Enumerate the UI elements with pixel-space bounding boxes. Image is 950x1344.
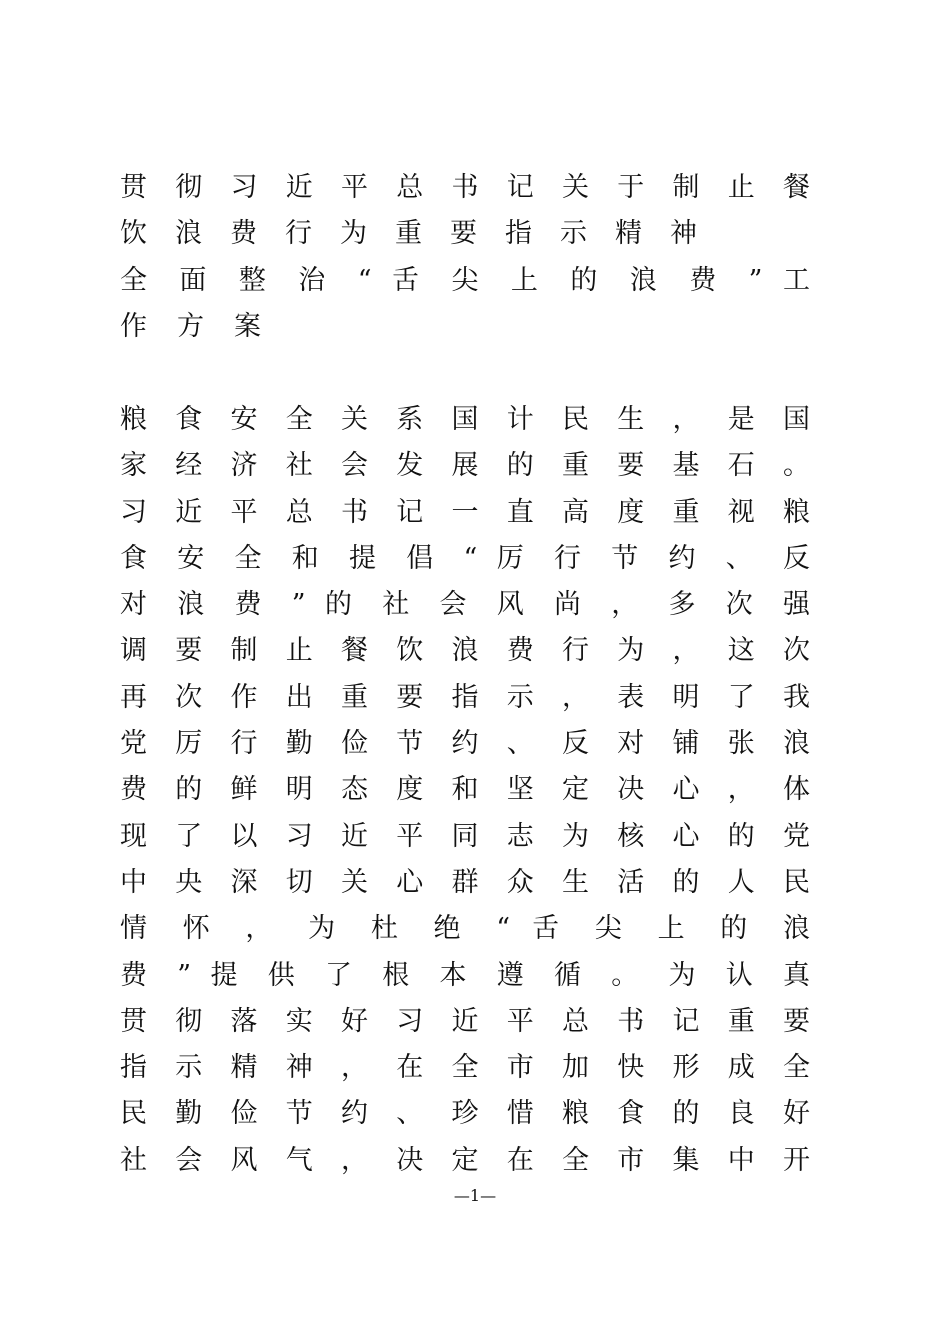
body-line: 党 厉 行 勤 俭 节 约 、 反 对 铺 张 浪 bbox=[120, 728, 810, 760]
body-line: 费 ” 提 供 了 根 本 遵 循 。 为 认 真 bbox=[120, 959, 810, 991]
body-line: 民 勤 俭 节 约 、 珍 惜 粮 食 的 良 好 bbox=[120, 1098, 810, 1130]
title-line: 全 面 整 治 “ 舌 尖 上 的 浪 费 ” 工 bbox=[120, 264, 810, 296]
title-line: 贯 彻 习 近 平 总 书 记 关 于 制 止 餐 bbox=[120, 172, 810, 203]
body-line: 再 次 作 出 重 要 指 示 ， 表 明 了 我 bbox=[120, 681, 810, 713]
body-line: 贯 彻 落 实 好 习 近 平 总 书 记 重 要 bbox=[120, 1005, 810, 1037]
title-line: 作方案 bbox=[120, 310, 291, 342]
body-line: 调 要 制 止 餐 饮 浪 费 行 为 ， 这 次 bbox=[120, 635, 810, 667]
body-line: 食 安 全 和 提 倡 “ 厉 行 节 约 、 反 bbox=[120, 542, 810, 574]
body-line: 情 怀 ， 为 杜 绝 “ 舌 尖 上 的 浪 bbox=[120, 913, 810, 945]
page-number: —1— bbox=[453, 1186, 497, 1205]
body-line: 现 了 以 习 近 平 同 志 为 核 心 的 党 bbox=[120, 820, 810, 852]
body-line: 对 浪 费 ” 的 社 会 风 尚 ， 多 次 强 bbox=[120, 589, 810, 621]
body-line: 家 经 济 社 会 发 展 的 重 要 基 石 。 bbox=[120, 450, 810, 482]
document-body bbox=[120, 397, 820, 1184]
body-line: 习 近 平 总 书 记 一 直 高 度 重 视 粮 bbox=[120, 496, 810, 528]
title-line: 饮浪费行为重要指示精神 bbox=[120, 218, 725, 250]
document-title bbox=[120, 165, 820, 350]
body-line: 粮 食 安 全 关 系 国 计 民 生 ， 是 国 bbox=[120, 404, 810, 435]
body-line: 中 央 深 切 关 心 群 众 生 活 的 人 民 bbox=[120, 866, 810, 898]
body-line: 社 会 风 气 ， 决 定 在 全 市 集 中 开 bbox=[120, 1144, 810, 1176]
body-line: 费 的 鲜 明 态 度 和 坚 定 决 心 ， 体 bbox=[120, 774, 810, 806]
body-line: 指 示 精 神 ， 在 全 市 加 快 形 成 全 bbox=[120, 1052, 810, 1084]
